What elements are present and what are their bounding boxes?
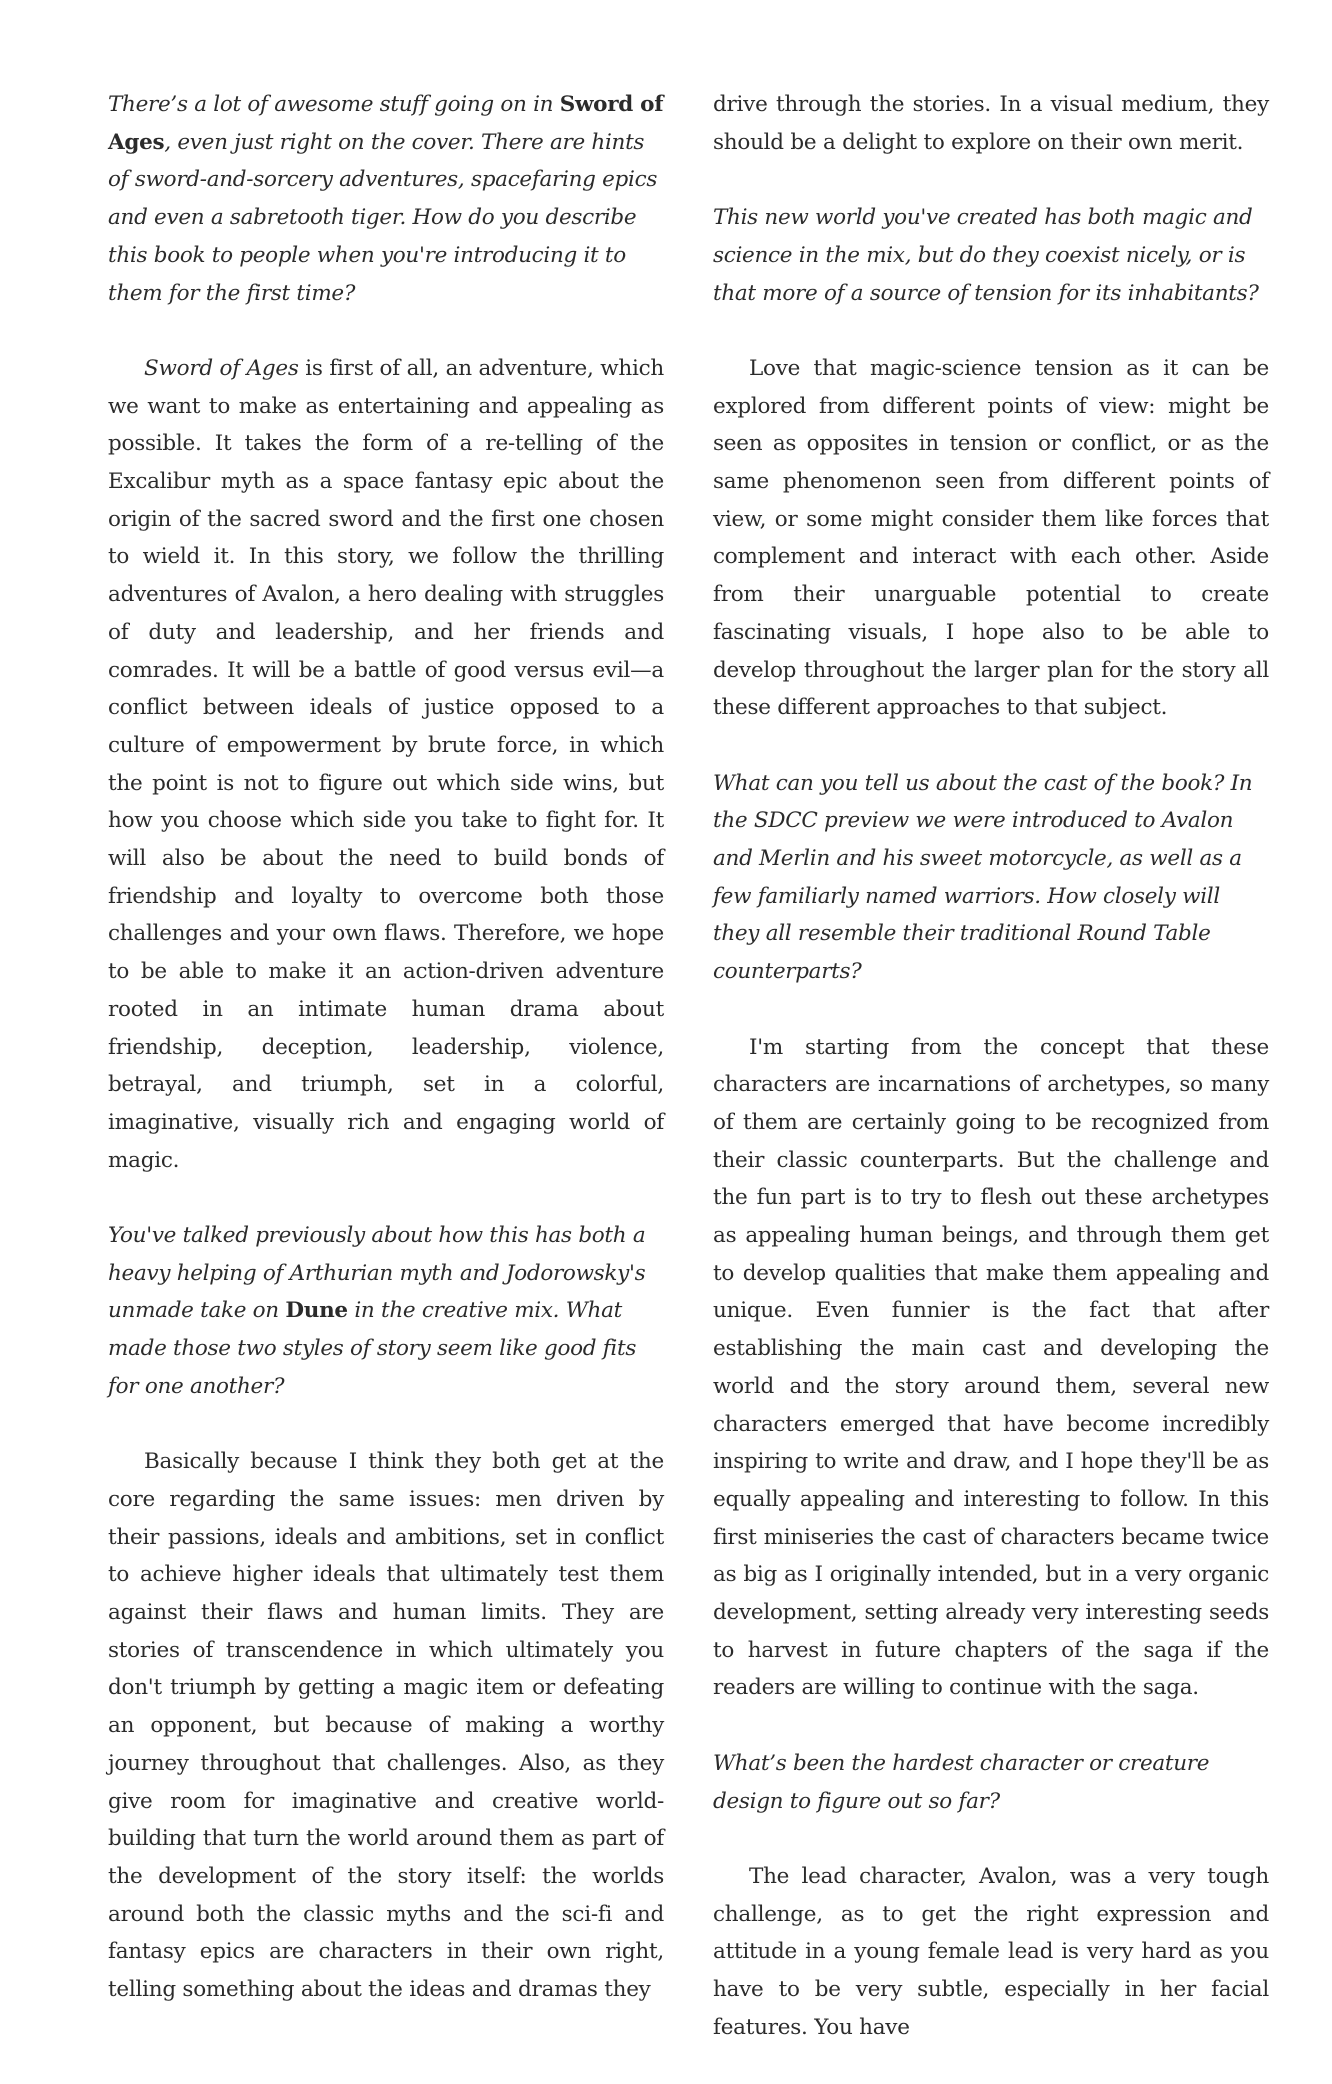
- answer-hardest-design: The lead character, Avalon, was a very tough challenge, as to get the right expression and attitude in a young female lead is very hard as you have to be very subtle, especially in her facial features. You have: [713, 1863, 1269, 2040]
- answer-cast: I'm starting from the concept that these characters are incarnations of archetypes, so many of them are certainly going to be recognized from their classic counterparts. But the challenge and the fun part is to try to flesh out these archetypes as appealing human beings, and through them get to develop qualities that make them appealing and unique. Even funnier is the fact that after establishing the main cast and developing the world and the story around them, several new characters emerged that have become incredibly inspiring to write and draw, and I hope they'll be as equally appealing and interesting to follow. In this first miniseries the cast of characters became twice as big as I originally intended, but in a very organic development, setting already very interesting seeds to harvest in future chapters of the saga if the readers are willing to continue with the saga.: [713, 1034, 1269, 1701]
- question-text: , even just right on the cover. There are hints of sword-and-sorcery adventures, spacefaring epics and even a sabretooth tiger. How do you describe this book to people when you're introducing it to them for the first time?: [108, 129, 658, 306]
- answer-text: is first of all, an adventure, which we want to make as entertaining and appealing as possible. It takes the form of a re-telling of the Excalibur myth as a space fantasy epic about the origin of the sacred sword and the first one chosen to wield it. In this story, we follow the thrilling adventures of Avalon, a hero dealing with struggles of duty and leadership, and her friends and comrades. It will be a battle of good versus evil—a conflict between ideals of justice opposed to a culture of empowerment by brute force, in which the point is not to figure out which side wins, but how you choose which side you take to fight for. It will also be about the need to build bonds of friendship and loyalty to overcome both those challenges and your own flaws. Therefore, we hope to be able to make it an action-driven adventure rooted in an intimate human drama about friendship, deception, leadership, violence, betrayal, and triumph, set in a colorful, imaginative, visually rich and engaging world of magic.: [108, 355, 665, 1173]
- right-column: [713, 86, 1269, 2084]
- question-cast: What can you tell us about the cast of the book? In the SDCC preview we were introduced to Avalon and Merlin and his sweet motorcycle, as well as a few familiarly named warriors. How closely will they all resemble their traditional Round Table counterparts?: [713, 770, 1253, 985]
- answer-magic-science: Love that magic-science tension as it can be explored from different points of view: might be seen as opposites in tension or conflict, or as the same phenomenon seen from different points of view, or some might consider them like forces that complement and interact with each other. Aside from their unarguable potential to create fascinating visuals, I hope also to be able to develop throughout the larger plan for the story all these different approaches to that subject.: [713, 355, 1269, 721]
- answer-influences-continued: drive through the stories. In a visual medium, they should be a delight to explore on their own merit.: [713, 92, 1269, 155]
- question-influences: [108, 1217, 664, 1406]
- question-text: There’s a lot of awesome stuff going on in: [108, 92, 560, 117]
- question-cover: [108, 86, 664, 312]
- book-title: Sword of Ages: [108, 92, 664, 155]
- question-hardest-design: What’s been the hardest character or creature design to figure out so far?: [713, 1750, 1210, 1814]
- dune-title: Dune: [285, 1298, 348, 1324]
- left-column: [108, 86, 664, 2047]
- question-magic-science: This new world you've created has both magic and science in the mix, but do they coexist nicely, or is that more of a source of tension for its inhabitants?: [713, 205, 1259, 306]
- question-text: You've talked previously about how this has both a heavy helping of Arthurian myth and Jodorowsky's unmade take on: [108, 1223, 646, 1324]
- answer-influences: Basically because I think they both get at the core regarding the same issues: men driven by their passions, ideals and ambitions, set in conflict to achieve higher ideals that ultimately test them against their flaws and human limits. They are stories of transcendence in which ultimately you don't triumph by getting a magic item or defeating an opponent, but because of making a worthy journey throughout that challenges. Also, as they give room for imaginative and creative world-building that turn the world around them as part of the development of the story itself: the worlds around both the classic myths and the sci-fi and fantasy epics are characters in their own right, telling something about the ideas and dramas they: [108, 1449, 664, 2003]
- book-title: Sword of Ages: [144, 355, 299, 381]
- answer-cover: [108, 350, 664, 1179]
- question-text: in the creative mix. What made those two styles of story seem like good fits for one another?: [108, 1298, 637, 1399]
